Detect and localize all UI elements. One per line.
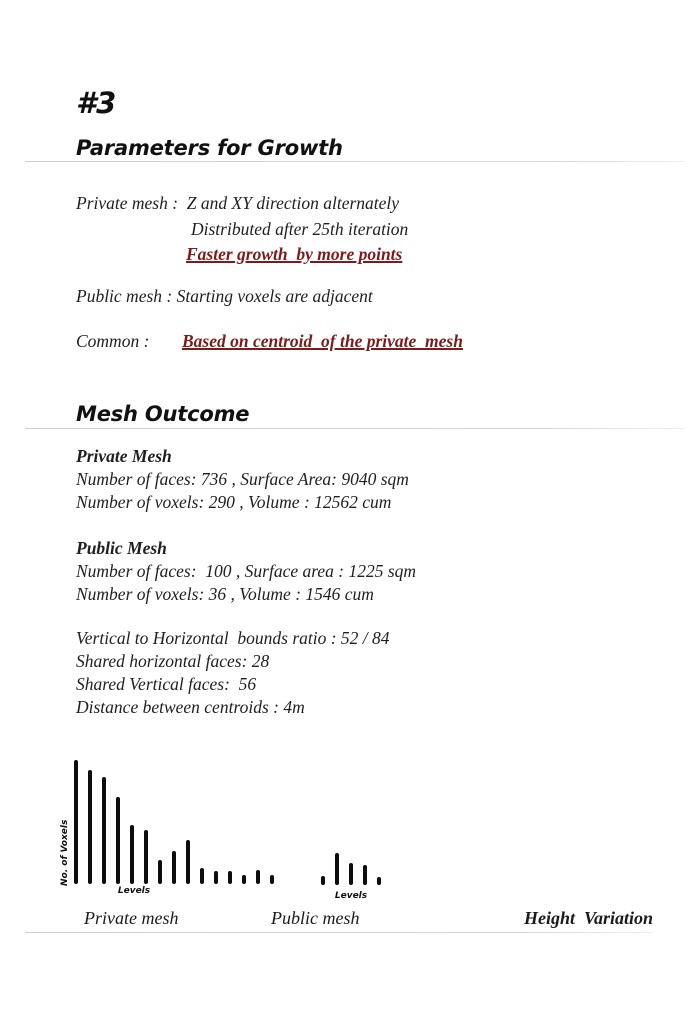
bar <box>158 860 162 884</box>
left-chart-y-axis-label: No. of Voxels <box>60 819 70 886</box>
private-mesh-voxels-stat: Number of voxels: 290 , Volume : 12562 cum <box>76 492 392 512</box>
section-title-parameters: Parameters for Growth <box>76 136 343 160</box>
private-mesh-stats-heading: Private Mesh <box>76 446 172 466</box>
bar <box>74 760 78 884</box>
bar <box>172 851 176 884</box>
bar <box>144 830 148 884</box>
left-chart-x-axis-label: Levels <box>117 886 151 896</box>
bar <box>186 840 190 884</box>
private-mesh-highlight: Faster growth by more points <box>186 244 403 264</box>
bar <box>228 871 232 884</box>
private-mesh-parameter-line2: Distributed after 25th iteration <box>191 219 409 239</box>
bar <box>242 875 246 884</box>
right-chart-x-axis-label: Levels <box>334 891 368 901</box>
divider-under-outcome-title <box>25 428 685 429</box>
public-mesh-bar-chart <box>321 853 381 885</box>
bar <box>102 777 106 884</box>
bar <box>116 797 120 884</box>
public-mesh-faces-stat: Number of faces: 100 , Surface area : 1225 sqm <box>76 561 417 581</box>
bar <box>349 863 353 885</box>
centroid-distance-stat: Distance between centroids : 4m <box>76 697 305 717</box>
shared-vertical-faces-stat: Shared Vertical faces: 56 <box>76 674 257 694</box>
bar <box>88 770 92 884</box>
common-parameter-label: Common : <box>76 331 150 351</box>
public-mesh-voxels-stat: Number of voxels: 36 , Volume : 1546 cum <box>76 584 374 604</box>
section-title-mesh-outcome: Mesh Outcome <box>76 402 250 426</box>
bar <box>377 877 381 885</box>
public-mesh-stats-heading: Public Mesh <box>76 538 167 558</box>
caption-private-mesh: Private mesh <box>84 908 179 928</box>
bar <box>335 853 339 885</box>
private-mesh-parameter-line1: Private mesh : Z and XY direction alternately <box>76 193 400 213</box>
public-mesh-parameter-line: Public mesh : Starting voxels are adjacent <box>76 286 373 306</box>
bar <box>270 875 274 884</box>
bar <box>214 871 218 884</box>
bar <box>321 876 325 885</box>
private-mesh-faces-stat: Number of faces: 736 , Surface Area: 9040 sqm <box>76 469 409 489</box>
caption-height-variation: Height Variation <box>523 908 653 928</box>
bar <box>200 868 204 884</box>
divider-under-parameters-title <box>25 161 685 162</box>
shared-horizontal-faces-stat: Shared horizontal faces: 28 <box>76 651 270 671</box>
common-parameter-highlight: Based on centroid of the private mesh <box>182 331 463 351</box>
slide-number: #3 <box>76 86 117 120</box>
caption-public-mesh: Public mesh <box>271 908 360 928</box>
bar <box>256 870 260 884</box>
bar <box>130 825 134 884</box>
bounds-ratio-stat: Vertical to Horizontal bounds ratio : 52 / 84 <box>76 628 390 648</box>
divider-bottom <box>25 932 653 933</box>
private-mesh-bar-chart <box>74 760 274 884</box>
bar <box>363 865 367 885</box>
